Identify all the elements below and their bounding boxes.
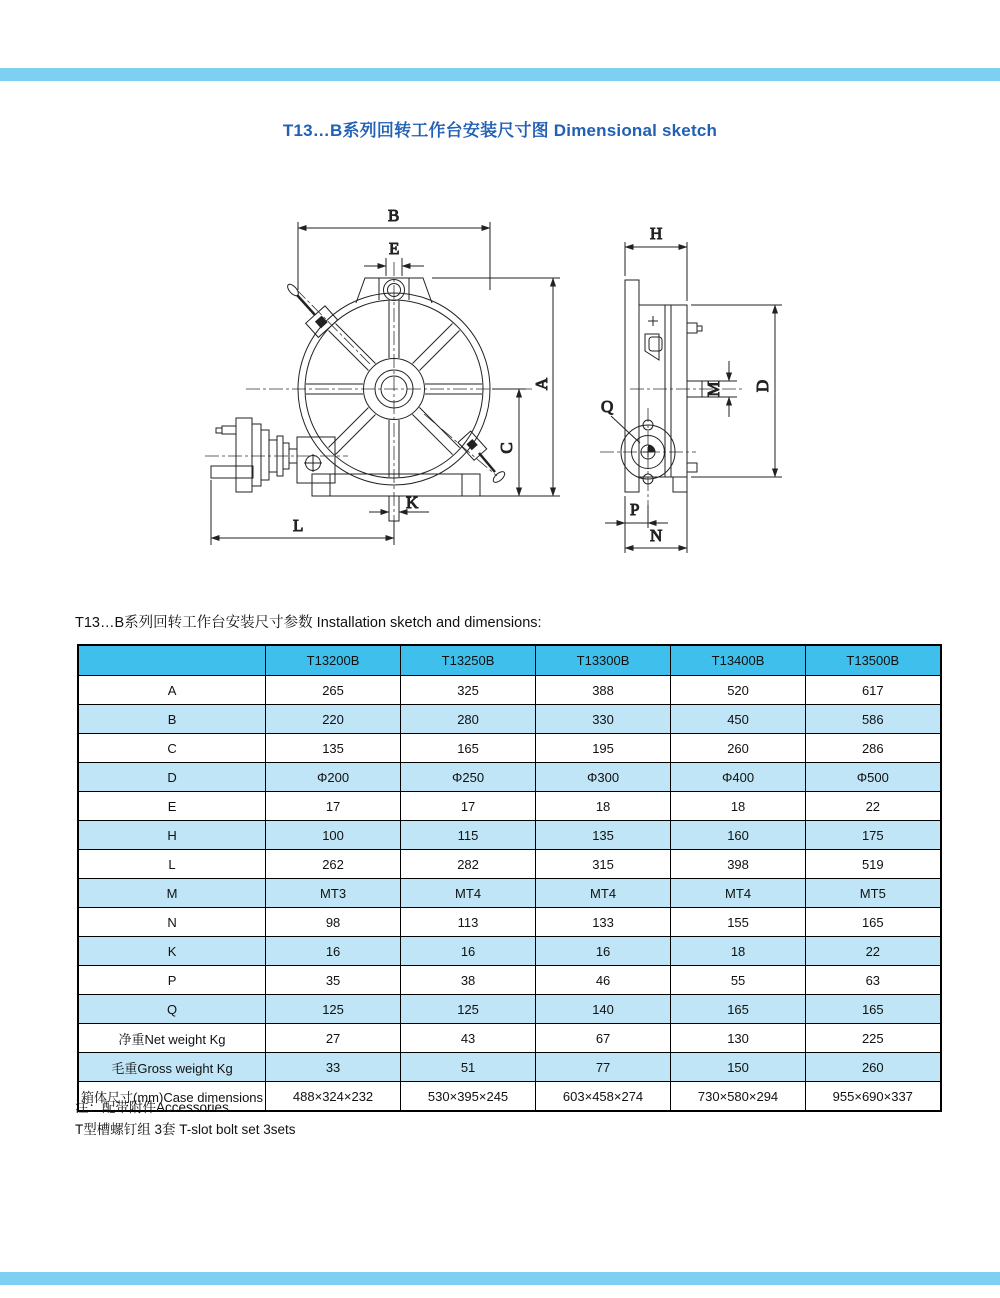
cell: 35: [266, 966, 401, 995]
cell: 16: [401, 937, 536, 966]
cell: 100: [266, 821, 401, 850]
table-row: [78, 908, 941, 937]
dim-label-b: B: [388, 206, 400, 225]
row-label: P: [78, 966, 266, 995]
cell: 155: [671, 908, 806, 937]
row-label: 箱体尺寸(mm)Case dimensions: [78, 1082, 266, 1112]
row-label: K: [78, 937, 266, 966]
cell: 315: [536, 850, 671, 879]
cell: MT4: [401, 879, 536, 908]
cell: 67: [536, 1024, 671, 1053]
cell: 125: [266, 995, 401, 1024]
cell: 286: [806, 734, 941, 763]
cell: 165: [671, 995, 806, 1024]
cell: 27: [266, 1024, 401, 1053]
dim-label-h: H: [650, 224, 663, 243]
cell: 51: [401, 1053, 536, 1082]
table-row: [78, 676, 941, 705]
cell: 55: [671, 966, 806, 995]
cell: 18: [536, 792, 671, 821]
column-header: T13300B: [536, 645, 671, 676]
cell: 450: [671, 705, 806, 734]
cell: 38: [401, 966, 536, 995]
cell: 280: [401, 705, 536, 734]
cell: 260: [806, 1053, 941, 1082]
cell: 17: [266, 792, 401, 821]
note-accessories: 注：配带附件Accessories: [75, 1100, 229, 1115]
cell: 282: [401, 850, 536, 879]
row-label: C: [78, 734, 266, 763]
cell: MT3: [266, 879, 401, 908]
cell: 388: [536, 676, 671, 705]
cell: 43: [401, 1024, 536, 1053]
cell: Φ500: [806, 763, 941, 792]
top-accent-bar: [0, 68, 1000, 81]
bottom-accent-bar: [0, 1272, 1000, 1285]
cell: 603×458×274: [536, 1082, 671, 1112]
column-header: T13500B: [806, 645, 941, 676]
cell: 150: [671, 1053, 806, 1082]
cell: 63: [806, 966, 941, 995]
cell: 260: [671, 734, 806, 763]
dim-label-n: N: [650, 526, 663, 545]
row-label: Q: [78, 995, 266, 1024]
cell: 488×324×232: [266, 1082, 401, 1112]
header-row: [78, 645, 941, 676]
dim-label-d: D: [753, 379, 772, 393]
cell: 730×580×294: [671, 1082, 806, 1112]
side-view: [600, 224, 782, 553]
cell: 16: [266, 937, 401, 966]
table-row: [78, 705, 941, 734]
cell: 262: [266, 850, 401, 879]
column-header: T13400B: [671, 645, 806, 676]
row-label: 毛重Gross weight Kg: [78, 1053, 266, 1082]
cell: 130: [671, 1024, 806, 1053]
column-header: T13250B: [401, 645, 536, 676]
row-label: A: [78, 676, 266, 705]
cell: 33: [266, 1053, 401, 1082]
table-row: [78, 937, 941, 966]
cell: 125: [401, 995, 536, 1024]
cell: 265: [266, 676, 401, 705]
table-row: [78, 966, 941, 995]
cell: 135: [266, 734, 401, 763]
cell: MT5: [806, 879, 941, 908]
cell: 586: [806, 705, 941, 734]
cell: Φ200: [266, 763, 401, 792]
cell: 325: [401, 676, 536, 705]
table-row: [78, 792, 941, 821]
page-title: T13…B系列回转工作台安装尺寸图 Dimensional sketch: [282, 121, 718, 140]
cell: 165: [401, 734, 536, 763]
cell: 617: [806, 676, 941, 705]
column-header: [78, 645, 266, 676]
cell: 133: [536, 908, 671, 937]
row-label: L: [78, 850, 266, 879]
dim-label-l: L: [293, 516, 304, 535]
cell: 165: [806, 995, 941, 1024]
row-label: H: [78, 821, 266, 850]
table-body: [78, 676, 941, 1112]
cell: 22: [806, 792, 941, 821]
cell: 520: [671, 676, 806, 705]
cell: Φ400: [671, 763, 806, 792]
cell: 195: [536, 734, 671, 763]
cell: 46: [536, 966, 671, 995]
dim-label-k: K: [406, 493, 419, 512]
row-label: M: [78, 879, 266, 908]
row-label: 净重Net weight Kg: [78, 1024, 266, 1053]
table-row: [78, 763, 941, 792]
row-label: N: [78, 908, 266, 937]
table-row: [78, 850, 941, 879]
row-label: B: [78, 705, 266, 734]
section-heading: T13…B系列回转工作台安装尺寸参数 Installation sketch and dimensions:: [75, 615, 542, 631]
dim-label-c: C: [497, 442, 516, 454]
cell: 519: [806, 850, 941, 879]
cell: MT4: [536, 879, 671, 908]
cell: 530×395×245: [401, 1082, 536, 1112]
notes: [75, 1097, 296, 1141]
table-row: [78, 1053, 941, 1082]
dim-label-m: M: [704, 381, 723, 397]
cell: MT4: [671, 879, 806, 908]
dim-label-p: P: [630, 500, 640, 519]
cell: 160: [671, 821, 806, 850]
dimension-table: [77, 644, 942, 1112]
cell: 17: [401, 792, 536, 821]
cell: 18: [671, 792, 806, 821]
cell: 175: [806, 821, 941, 850]
cell: 225: [806, 1024, 941, 1053]
table-row: [78, 821, 941, 850]
dimensional-sketch: [180, 190, 840, 575]
column-header: T13200B: [266, 645, 401, 676]
cell: 77: [536, 1053, 671, 1082]
cell: 398: [671, 850, 806, 879]
front-view: [205, 206, 560, 545]
cell: 140: [536, 995, 671, 1024]
dim-label-a: A: [532, 377, 551, 391]
table-row: [78, 734, 941, 763]
cell: Φ250: [401, 763, 536, 792]
table-row: [78, 1024, 941, 1053]
table-row: [78, 995, 941, 1024]
cell: 113: [401, 908, 536, 937]
row-label: E: [78, 792, 266, 821]
cell: 16: [536, 937, 671, 966]
cell: 98: [266, 908, 401, 937]
table-row: [78, 879, 941, 908]
cell: 165: [806, 908, 941, 937]
dim-label-q: Q: [601, 397, 614, 416]
note-tslot-bolt-set: T型槽螺钉组 3套 T-slot bolt set 3sets: [75, 1122, 296, 1137]
cell: Φ300: [536, 763, 671, 792]
cell: 115: [401, 821, 536, 850]
cell: 18: [671, 937, 806, 966]
dim-label-e: E: [389, 239, 400, 258]
row-label: D: [78, 763, 266, 792]
cell: 22: [806, 937, 941, 966]
cell: 330: [536, 705, 671, 734]
cell: 955×690×337: [806, 1082, 941, 1112]
cell: 220: [266, 705, 401, 734]
cell: 135: [536, 821, 671, 850]
